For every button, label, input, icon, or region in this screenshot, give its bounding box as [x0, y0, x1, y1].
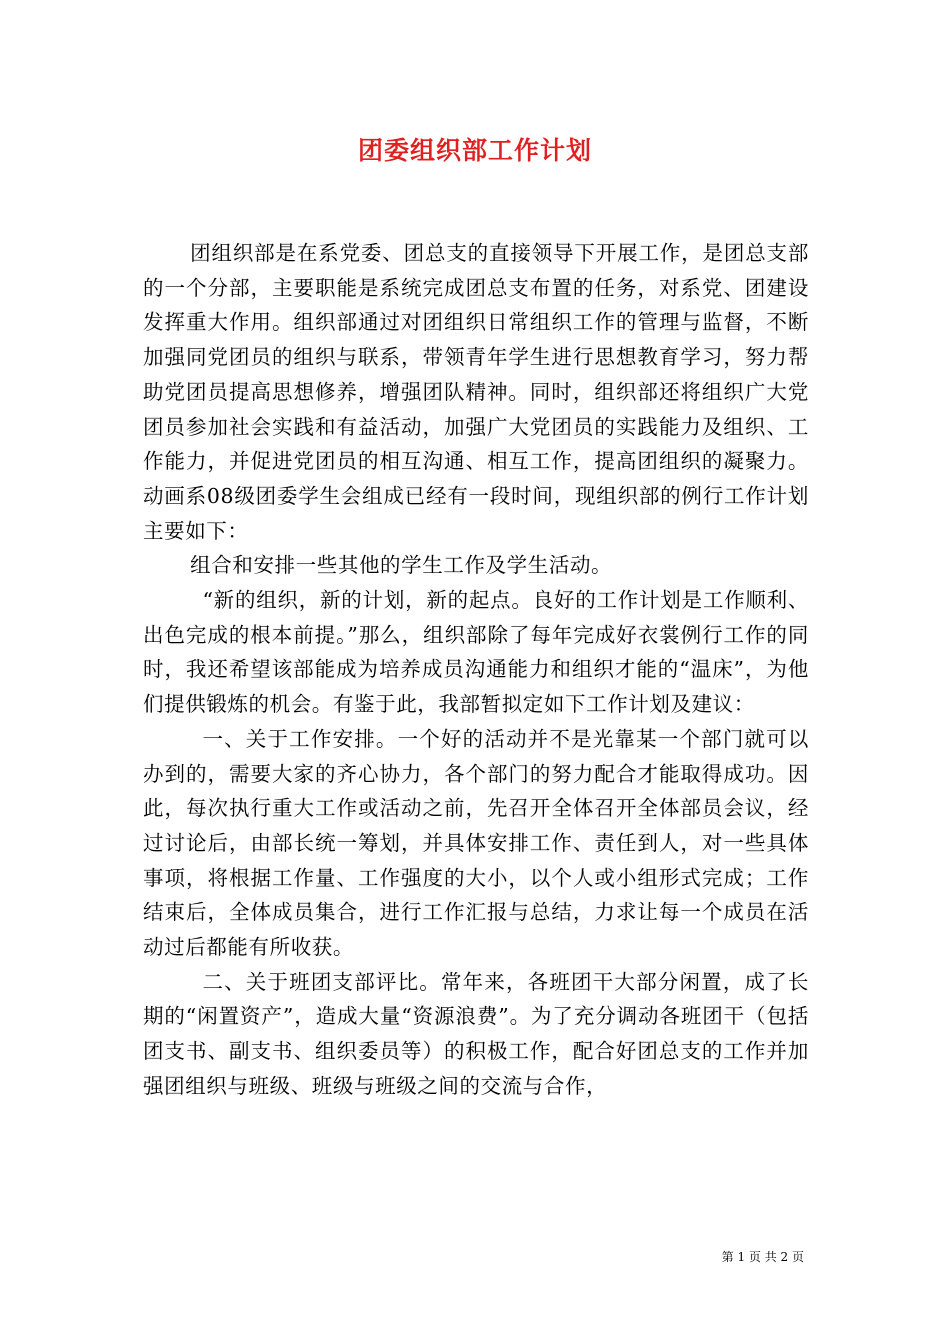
document-title: 团委组织部工作计划: [357, 136, 592, 165]
paragraph-intro: 团组织部是在系党委、团总支的直接领导下开展工作，是团总支部的一个分部，主要职能是系统完成团总支布置的任务，对系党、团建设发挥重大作用。组织部通过对团组织日常组织工作的管理与监督，不断加强同党团员的组织与联系，带领青年学生进行思想教育学习，努力帮助党团员提高思想修养，增强团队精神。同时，组织部还将组织广大党团员参加社会实践和有益活动，加强广大党团员的实践能力及组织、工作能力，并促进党团员的相互沟通、相互工作，提高团组织的凝聚力。动画系08级团委学生会组成已经有一段时间，现组织部的例行工作计划主要如下：: [143, 241, 809, 543]
page-indicator: 第 1 页 共 2 页: [721, 1250, 804, 1264]
document-body: [143, 236, 809, 1104]
paragraph-work-arrangement: 一、关于工作安排。一个好的活动并不是光靠某一个部门就可以办到的，需要大家的齐心协力，各个部门的努力配合才能取得成功。因此，每次执行重大工作或活动之前，先召开全体召开全体部员会议，经过讨论后，由部长统一筹划，并具体安排工作、责任到人，对一些具体事项，将根据工作量、工作强度的大小，以个人或小组形式完成；工作结束后，全体成员集合，进行工作汇报与总结，力求让每一个成员在活动过后都能有所收获。: [143, 726, 809, 960]
paragraph-new-organization: “新的组织，新的计划，新的起点。良好的工作计划是工作顺利、出色完成的根本前提。”那么，组织部除了每年完成好衣裳例行工作的同时，我还希望该部能成为培养成员沟通能力和组织才能的“温床”，为他们提供锻炼的机会。有鉴于此，我部暂拟定如下工作计划及建议：: [143, 588, 809, 717]
paragraph-arrangement: 组合和安排一些其他的学生工作及学生活动。: [190, 553, 613, 578]
paragraph-branch-evaluation: 二、关于班团支部评比。常年来，各班团干大部分闲置，成了长期的“闲置资产”，造成大量“资源浪费”。为了充分调动各班团干（包括团支书、副支书、组织委员等）的积极工作，配合好团总支的工作并加强团组织与班级、班级与班级之间的交流与合作，: [143, 969, 809, 1098]
